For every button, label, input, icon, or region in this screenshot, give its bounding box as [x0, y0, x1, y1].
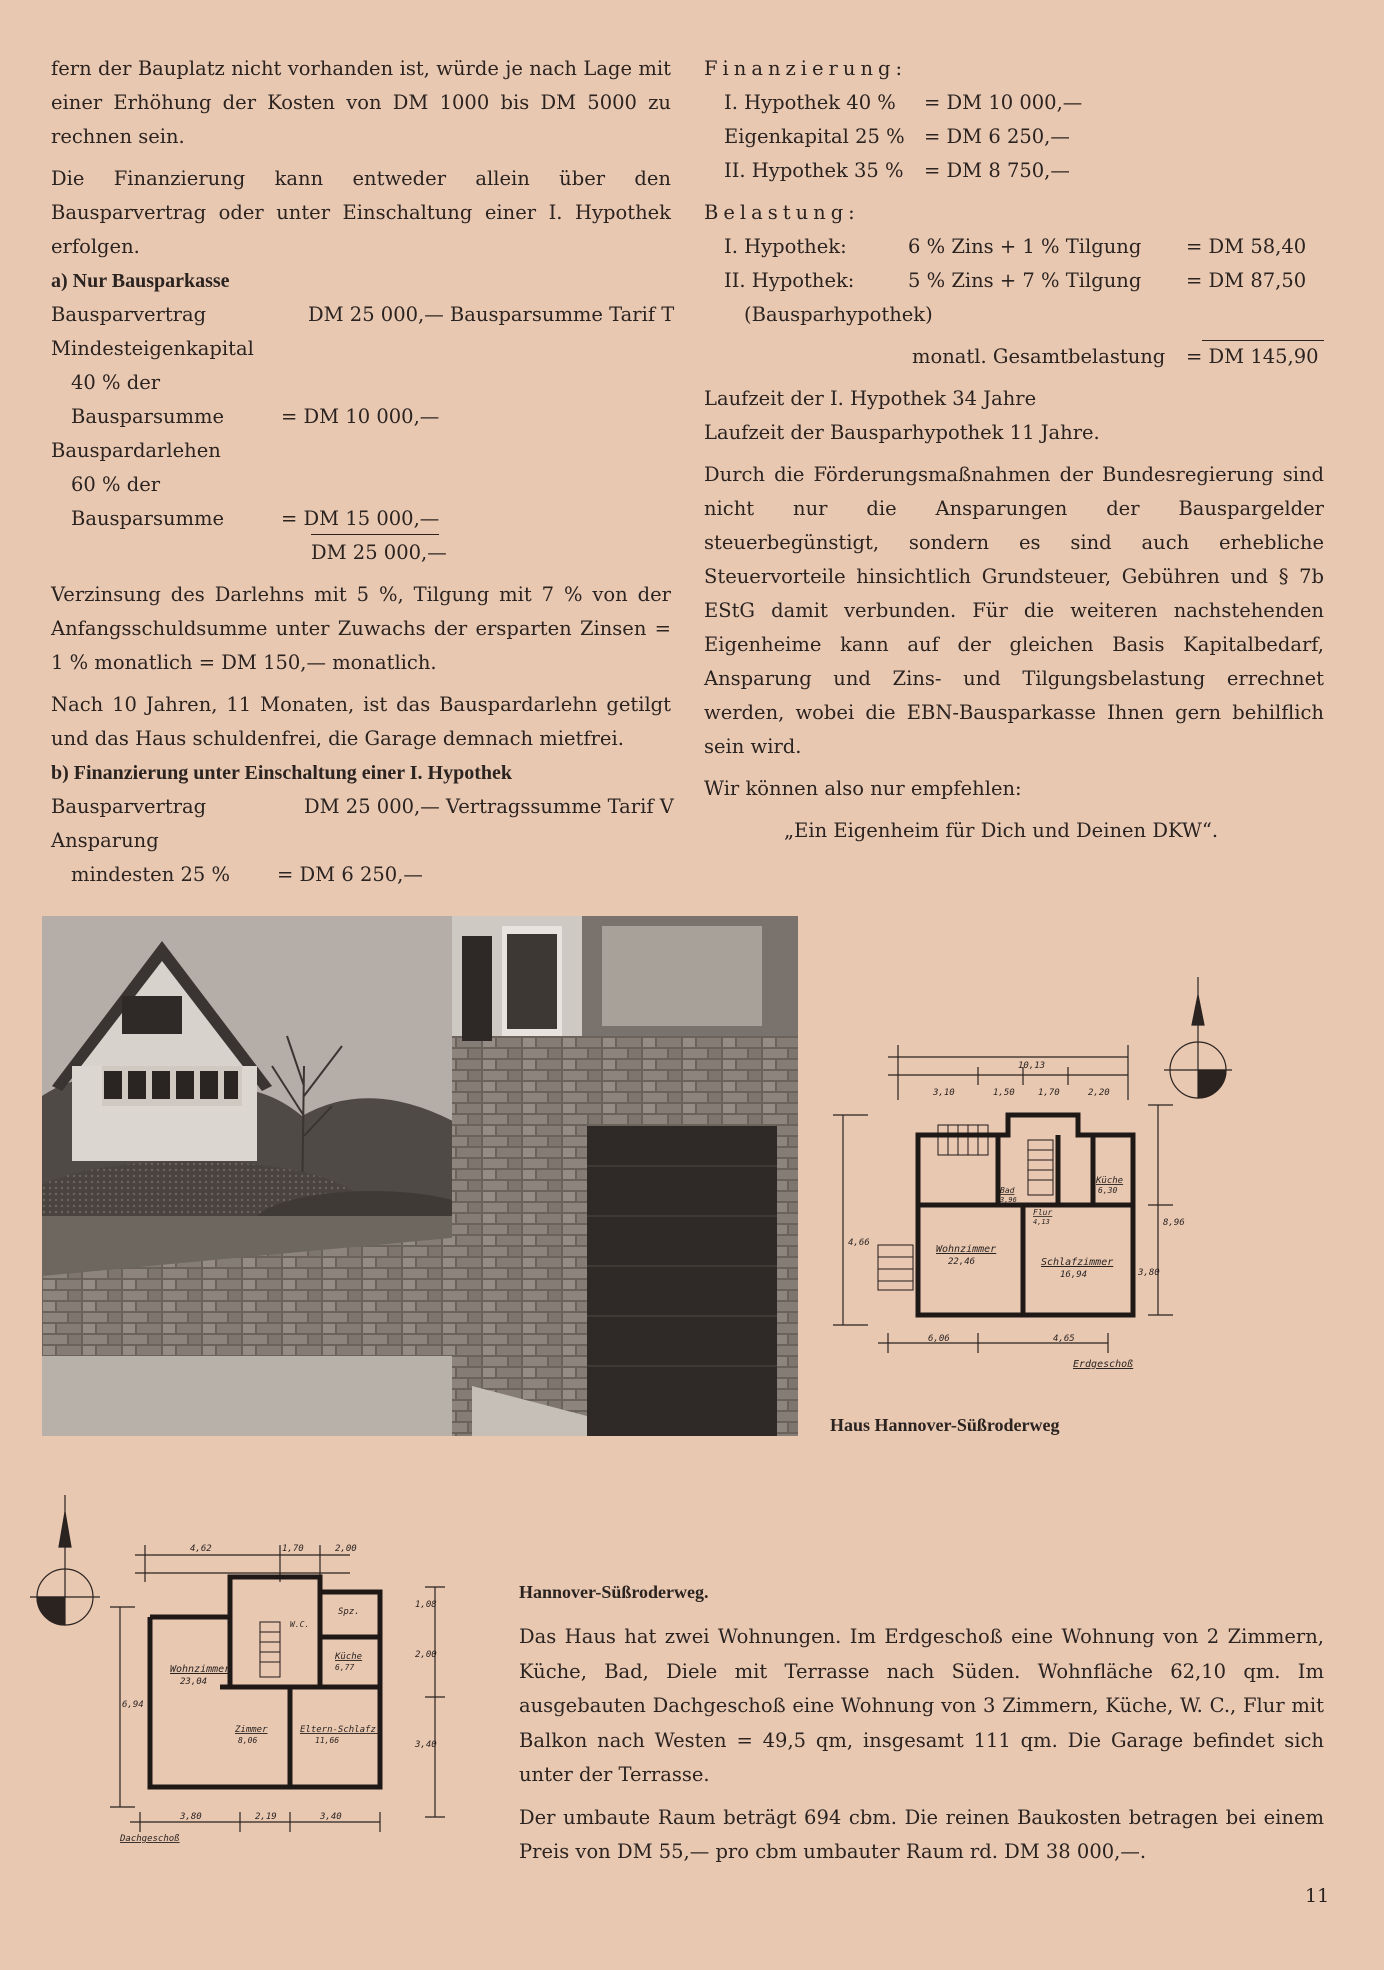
plan-dim: 1,70: [282, 1544, 304, 1554]
bel-value: = DM 87,50: [1186, 269, 1307, 292]
row-label: 40 % der: [71, 371, 161, 394]
plan-area: 4,13: [1033, 1218, 1050, 1226]
row-label: Ansparung: [51, 829, 159, 852]
section-b-heading: b) Finanzierung unter Einschaltung einer I. Hypothek: [51, 762, 512, 784]
bel-total-row: [704, 340, 1324, 374]
bel-rate: 6 % Zins + 1 % Tilgung: [908, 235, 1142, 258]
section-a-total-row: [51, 536, 671, 570]
section-b-row: [51, 790, 674, 824]
section-a-row: [51, 298, 675, 332]
bel-total-label: monatl. Gesamtbelastung: [912, 345, 1166, 368]
section-b-row: [51, 824, 671, 858]
row-value: DM 25 000,— Bausparsumme Tarif T: [308, 303, 675, 326]
plan-area: 23,04: [180, 1677, 208, 1687]
floor-plan-ground-drawing: [828, 975, 1333, 1375]
interest-paragraph: Verzinsung des Darlehns mit 5 %, Tilgung mit 7 % von der Anfangsschuldsumme unter Zuwachs der ersparten Zinsen = 1 % monatlich = DM 150,— monatlich.: [51, 583, 671, 674]
row-label: Bausparsumme: [71, 405, 225, 428]
section-b-row: [51, 858, 671, 892]
section-a-row: [51, 400, 671, 434]
repayment-paragraph: Nach 10 Jahren, 11 Monaten, ist das Bauspardarlehn getilgt und das Haus schuldenfrei, die Garage demnach mietfrei.: [51, 693, 671, 750]
section-a-row: [51, 468, 671, 502]
term-1: Laufzeit der I. Hypothek 34 Jahre: [704, 387, 1037, 410]
plan-area: 6,77: [335, 1663, 355, 1672]
row-label: Mindesteigenkapital: [51, 337, 254, 360]
financing-intro-paragraph: Die Finanzierung kann entweder allein über den Bausparvertrag oder unter Einschaltung einer I. Hypothek erfolgen.: [51, 167, 671, 258]
row-label: Bausparsumme: [71, 507, 225, 530]
bel-note: (Bausparhypothek): [744, 303, 933, 326]
floor-plan-attic: [20, 1487, 450, 1847]
slogan: „Ein Eigenheim für Dich und Deinen DKW“.: [784, 819, 1219, 842]
right-column: [704, 52, 1324, 848]
house-photo: [42, 916, 798, 1436]
plan-dim: 1,50: [993, 1088, 1015, 1098]
bel-value: = DM 58,40: [1186, 235, 1307, 258]
plan-dim: 1,70: [1038, 1088, 1060, 1098]
fin-row: [704, 154, 1324, 188]
plan-dim: 6,94: [122, 1700, 144, 1710]
row-label: 60 % der: [71, 473, 161, 496]
recommend-text: Wir können also nur empfehlen:: [704, 777, 1022, 800]
plan-room: Bad: [1000, 1186, 1015, 1195]
plan-dim: 3,80: [180, 1812, 202, 1822]
description-paragraph-2: Der umbaute Raum beträgt 694 cbm. Die reinen Baukosten betragen bei einem Preis von DM 55,— pro cbm umbauter Raum rd. DM 38 000,—.: [519, 1805, 1324, 1863]
row-label: mindesten 25 %: [71, 863, 230, 886]
row-value: DM 25 000,— Vertragssumme Tarif V: [304, 795, 674, 818]
page-number: 11: [1305, 1885, 1330, 1907]
bel-row: [704, 264, 1324, 298]
fin-row: [704, 120, 1324, 154]
section-a-row: [51, 502, 671, 536]
fin-value: = DM 6 250,—: [924, 125, 1070, 148]
section-a-heading: a) Nur Bausparkasse: [51, 270, 230, 292]
fin-value: = DM 8 750,—: [924, 159, 1070, 182]
bel-total-value: = DM 145,90: [1186, 345, 1319, 368]
row-value: = DM 15 000,—: [281, 507, 440, 530]
house-photo-image: [42, 916, 798, 1436]
row-label: Bausparvertrag: [51, 795, 207, 818]
bel-label: II. Hypothek:: [724, 269, 855, 292]
belastung-heading: Belastung:: [704, 201, 860, 224]
plan-room: Schlafzimmer: [1041, 1257, 1114, 1268]
plan-dim: 3,40: [415, 1740, 437, 1750]
plan-area: 22,46: [948, 1257, 976, 1267]
fin-value: = DM 10 000,—: [924, 91, 1083, 114]
plan-room: Küche: [1096, 1176, 1124, 1186]
plan-room: Flur: [1033, 1208, 1053, 1217]
plan-floor-label: Erdgeschoß: [1073, 1359, 1134, 1370]
plan-room: Eltern-Schlafz.: [300, 1725, 382, 1735]
plan-dim: 4,66: [848, 1238, 870, 1248]
plan-dim: 4,62: [190, 1544, 212, 1554]
plan-dim: 6,06: [928, 1334, 950, 1344]
plan-room: Zimmer: [235, 1725, 268, 1735]
floor-plan-ground: [828, 975, 1333, 1375]
fin-label: Eigenkapital 25 %: [724, 125, 905, 148]
description-body: [519, 1620, 1324, 1870]
intro-paragraph: fern der Bauplatz nicht vorhanden ist, würde je nach Lage mit einer Erhöhung der Kosten von DM 1000 bis DM 5000 zu rechnen sein.: [51, 57, 671, 148]
bel-label: I. Hypothek:: [724, 235, 847, 258]
plan-dim: 4,65: [1053, 1334, 1075, 1344]
plan-dim: 2,19: [255, 1812, 277, 1822]
description-heading: Hannover-Süßroderweg.: [519, 1582, 709, 1602]
plan-area: 3,96: [1000, 1196, 1017, 1204]
plan-area: 8,06: [238, 1736, 258, 1745]
plan-dim: 2,20: [1088, 1088, 1110, 1098]
figure-caption: Haus Hannover-Süßroderweg: [830, 1415, 1060, 1435]
row-label: Bauspardarlehen: [51, 439, 221, 462]
plan-dim: 3,10: [933, 1088, 955, 1098]
row-value: = DM 10 000,—: [281, 405, 440, 428]
section-a-row: [51, 332, 671, 366]
description-paragraph-1: Das Haus hat zwei Wohnungen. Im Erdgeschoß eine Wohnung von 2 Zimmern, Küche, Bad, Diele mit Terrasse nach Süden. Wohnfläche 62,10 qm. Im ausgebauten Dachgeschoß eine Wohnung von 3 Zimmern, Küche, W. C., Flur mit Balkon nach Westen = 49,5 qm, insgesamt 111 qm. Die Garage befindet sich unter der Terrasse.: [519, 1625, 1324, 1786]
row-value: = DM 6 250,—: [277, 863, 423, 886]
plan-dim: 1,08: [415, 1600, 437, 1610]
finanzierung-heading: Finanzierung:: [704, 57, 908, 80]
row-label: Bausparvertrag: [51, 303, 207, 326]
term-2: Laufzeit der Bausparhypothek 11 Jahre.: [704, 421, 1100, 444]
fin-row: [704, 86, 1324, 120]
bel-note-row: [704, 298, 1324, 332]
fin-label: I. Hypothek 40 %: [724, 91, 896, 114]
plan-room: Wohnzimmer: [936, 1244, 997, 1255]
plan-area: 6,30: [1098, 1186, 1118, 1195]
plan-room: Spz.: [338, 1607, 360, 1617]
left-column: [51, 52, 675, 892]
plan-room: W.C.: [290, 1620, 310, 1629]
section-a-row: [51, 366, 671, 400]
plan-room: Küche: [335, 1652, 363, 1662]
plan-dim: 2,00: [335, 1544, 357, 1554]
plan-dim: 10,13: [1018, 1061, 1046, 1071]
plan-dim: 2,00: [415, 1650, 437, 1660]
plan-dim: 8,96: [1163, 1218, 1185, 1228]
plan-area: 16,94: [1060, 1270, 1088, 1280]
fin-label: II. Hypothek 35 %: [724, 159, 904, 182]
plan-dim: 3,40: [320, 1812, 342, 1822]
row-value: DM 25 000,—: [311, 541, 447, 564]
plan-area: 11,66: [315, 1736, 340, 1745]
plan-dim: 3,80: [1138, 1268, 1160, 1278]
plan-floor-label: Dachgeschoß: [120, 1834, 180, 1844]
floor-plan-attic-drawing: [20, 1487, 450, 1847]
section-a-row: [51, 434, 671, 468]
bel-row: [704, 230, 1324, 264]
bel-rate: 5 % Zins + 7 % Tilgung: [908, 269, 1142, 292]
plan-room: Wohnzimmer: [170, 1664, 231, 1675]
promo-paragraph: Durch die Förderungsmaßnahmen der Bundesregierung sind nicht nur die Ansparungen der Bauspargelder steuerbegünstigt, sondern es sind auch erhebliche Steuervorteile hinsichtlich Grundsteuer, Gebühren und § 7b EStG damit verbunden. Für die weiteren nachstehenden Eigenheime kann auf der gleichen Basis Kapitalbedarf, Ansparung und Zins- und Tilgungsbelastung errechnet werden, wobei die EBN-Bausparkasse Ihnen gern behilflich sein wird.: [704, 463, 1324, 758]
sum-line: [311, 534, 439, 535]
